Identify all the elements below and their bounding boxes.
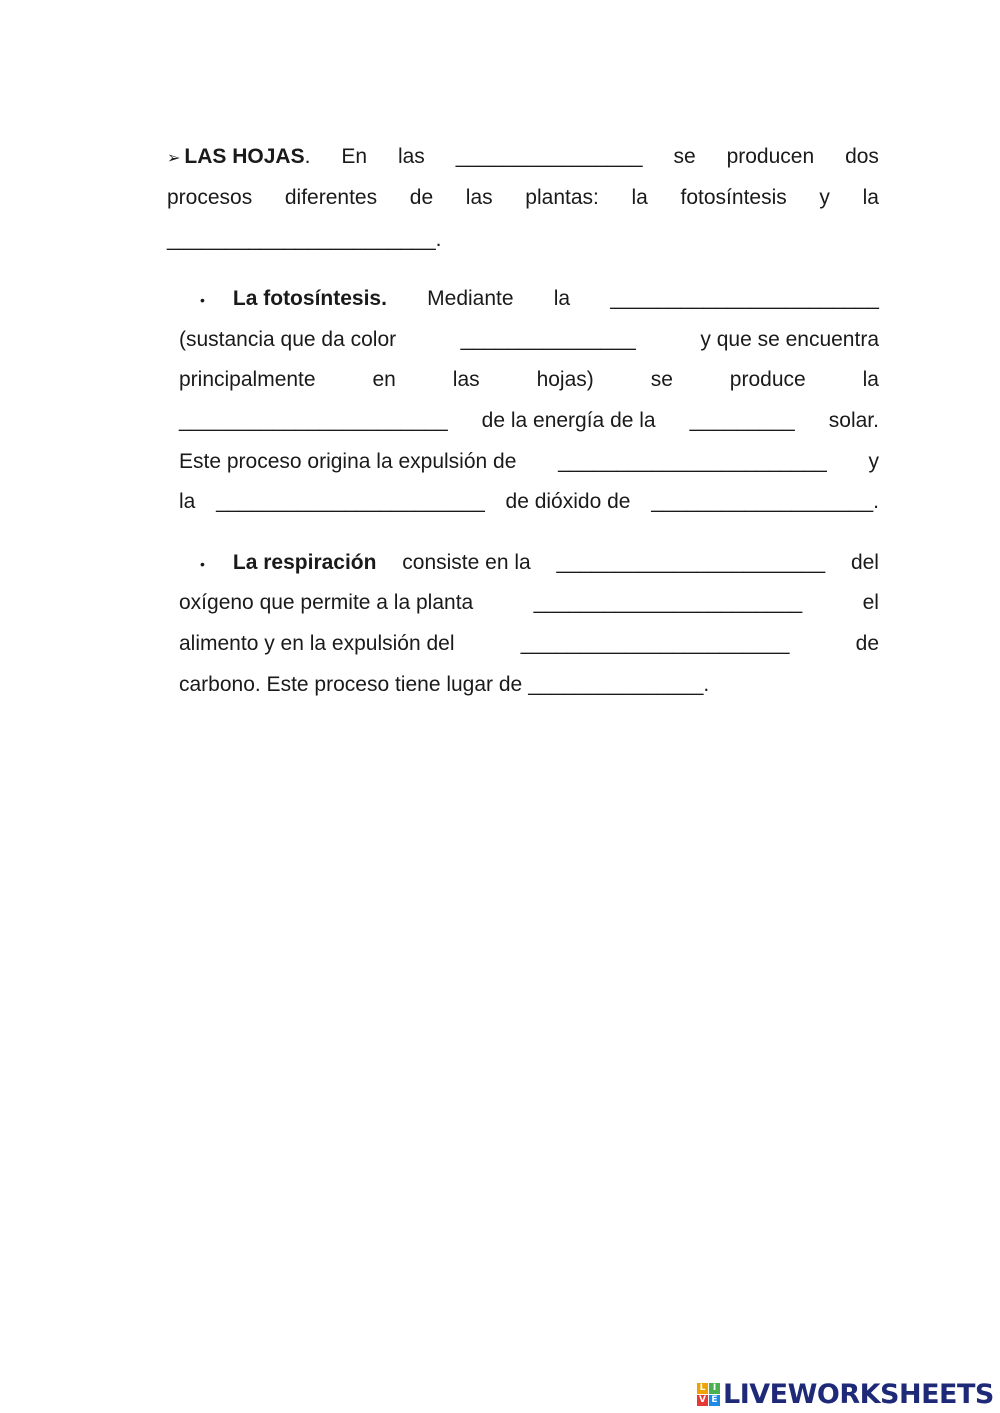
leaves-line-3 bbox=[167, 228, 879, 252]
photosynthesis-line-6: la _______________________ de dióxido de ___________________. bbox=[179, 490, 879, 513]
logo-grid-icon bbox=[697, 1383, 720, 1406]
photosynthesis-title: • La fotosíntesis. bbox=[200, 287, 387, 310]
blank-field[interactable]: _______________________ bbox=[179, 409, 448, 432]
blank-field[interactable]: _______________ bbox=[460, 328, 636, 351]
photosynthesis-line-3: principalmente en las hojas) se produce la bbox=[179, 368, 879, 391]
respiration-line-3: alimento y en la expulsión del _______________________ de bbox=[179, 632, 879, 655]
blank-field[interactable]: _______________________ bbox=[520, 632, 790, 655]
leaves-heading: ➢ LAS HOJAS. bbox=[167, 145, 311, 168]
bullet-dot-icon: • bbox=[200, 556, 205, 572]
blank-field[interactable]: _______________________ bbox=[558, 450, 827, 473]
blank-field[interactable]: ___________________. bbox=[651, 490, 879, 513]
photosynthesis-line-4: _______________________ de la energía de la _________ solar. bbox=[179, 409, 879, 432]
logo-letter: V bbox=[697, 1395, 708, 1406]
blank-field[interactable]: _______________________ bbox=[533, 591, 803, 614]
respiration-title: • La respiración bbox=[200, 551, 377, 574]
blank-field[interactable]: _______________________. bbox=[167, 228, 442, 251]
liveworksheets-logo bbox=[697, 1377, 994, 1411]
leaves-line-2: procesos diferentes de las plantas: la fotosíntesis y la bbox=[167, 186, 879, 209]
respiration-line-1: • La respiración consiste en la _______________________ del bbox=[200, 551, 879, 574]
blank-field[interactable]: _________ bbox=[689, 409, 795, 432]
arrow-bullet-icon: ➢ bbox=[167, 150, 181, 167]
respiration-line-2: oxígeno que permite a la planta _______________________ el bbox=[179, 591, 879, 614]
logo-text: LIVEWORKSHEETS bbox=[723, 1378, 994, 1410]
blank-field[interactable]: _______________________ bbox=[610, 287, 879, 310]
leaves-line-1: ➢ LAS HOJAS. En las ________________ se producen dos bbox=[167, 145, 879, 171]
blank-field[interactable]: ________________ bbox=[455, 145, 643, 168]
blank-field[interactable]: _______________________ bbox=[216, 490, 485, 513]
bullet-dot-icon: • bbox=[200, 292, 205, 308]
photosynthesis-line-1: • La fotosíntesis. Mediante la _______________________ bbox=[200, 287, 879, 310]
logo-letter: L bbox=[697, 1383, 708, 1394]
respiration-line-4: carbono. Este proceso tiene lugar de _______________. bbox=[179, 673, 710, 696]
photosynthesis-line-5: Este proceso origina la expulsión de _______________________ y bbox=[179, 450, 879, 473]
photosynthesis-line-2: (sustancia que da color _______________ y que se encuentra bbox=[179, 328, 879, 351]
blank-field[interactable]: _______________________ bbox=[556, 551, 826, 574]
logo-letter: E bbox=[709, 1395, 720, 1406]
blank-field[interactable]: _______________. bbox=[528, 673, 710, 696]
logo-letter: I bbox=[709, 1383, 720, 1394]
